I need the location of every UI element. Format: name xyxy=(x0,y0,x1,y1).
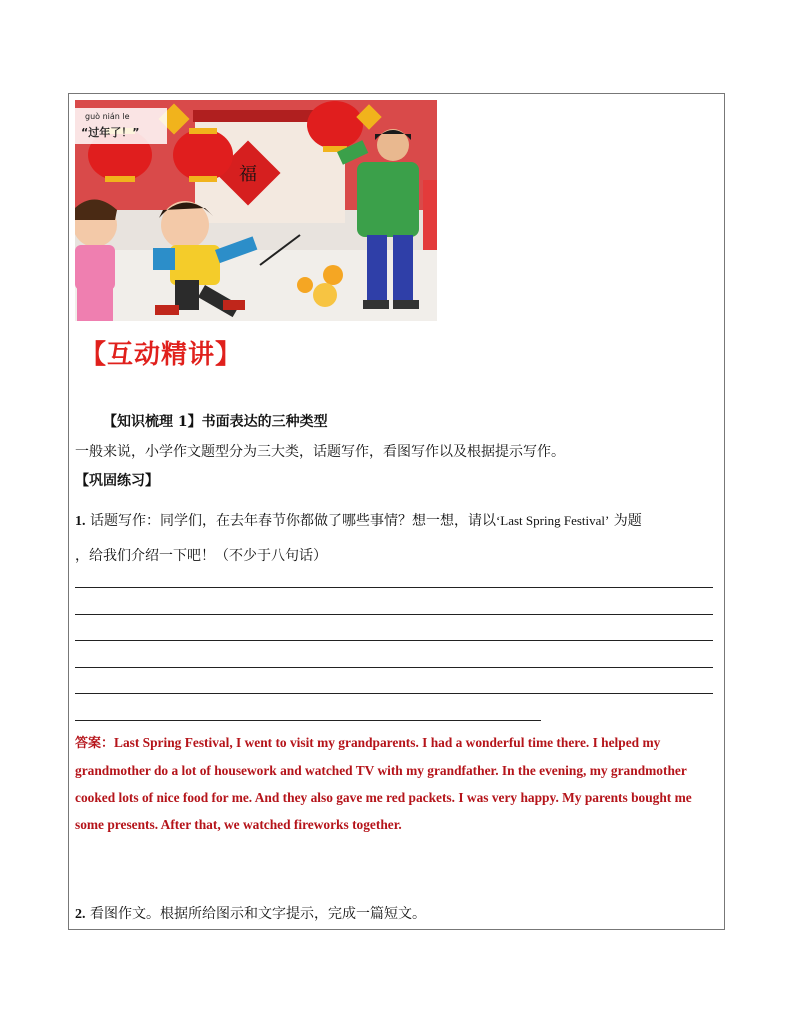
writing-line xyxy=(75,640,713,641)
question-1-line-2: ，给我们介绍一下吧！（不少于八句话） xyxy=(75,548,327,564)
question-1-line-1 xyxy=(75,510,642,530)
fu-character: 福 xyxy=(239,164,257,185)
answer-text: Last Spring Festival, I went to visit my grandparents. I had a wonderful time there. I helped my grandmother do a lot of housework and watched TV with my grandfather. In the evening, my grandmother cooked lots of nice food for me. And they also gave me red packets. I was very happy. My parents bought me some presents. After that, we watched fireworks together. xyxy=(75,735,692,832)
answer-label: 答案： xyxy=(75,736,115,751)
section-title: 【互动精讲】 xyxy=(80,340,243,370)
knowledge-point-heading xyxy=(103,411,328,431)
intro-paragraph: 一般来说，小学作文题型分为三大类，话题写作，看图写作以及根据提示写作。 xyxy=(75,444,565,460)
answer-paragraph xyxy=(75,729,715,838)
writing-line xyxy=(75,667,713,668)
question-1-text-a: 话题写作：同学们，在去年春节你都做了哪些事情？想一想，请以 xyxy=(85,513,496,529)
writing-line xyxy=(75,614,713,615)
banner-pinyin: guò nián le xyxy=(85,112,130,121)
spring-festival-illustration xyxy=(75,100,437,321)
question-1-title-en: ‘Last Spring Festival’ xyxy=(495,513,610,528)
writing-line xyxy=(75,587,713,588)
question-2 xyxy=(75,903,426,923)
writing-line xyxy=(75,720,541,721)
knowledge-point-label: 【知识梳理 1】 xyxy=(103,414,202,430)
question-1-text-b: 为题 xyxy=(609,513,642,529)
banner-text: “过年了！” xyxy=(81,126,140,139)
question-1-number: 1. xyxy=(75,514,86,529)
knowledge-point-title: 书面表达的三种类型 xyxy=(201,414,328,430)
question-2-number: 2. xyxy=(75,907,86,922)
writing-line xyxy=(75,693,713,694)
practice-heading: 【巩固练习】 xyxy=(75,473,159,489)
question-2-text: 看图作文。根据所给图示和文字提示，完成一篇短文。 xyxy=(85,906,426,922)
